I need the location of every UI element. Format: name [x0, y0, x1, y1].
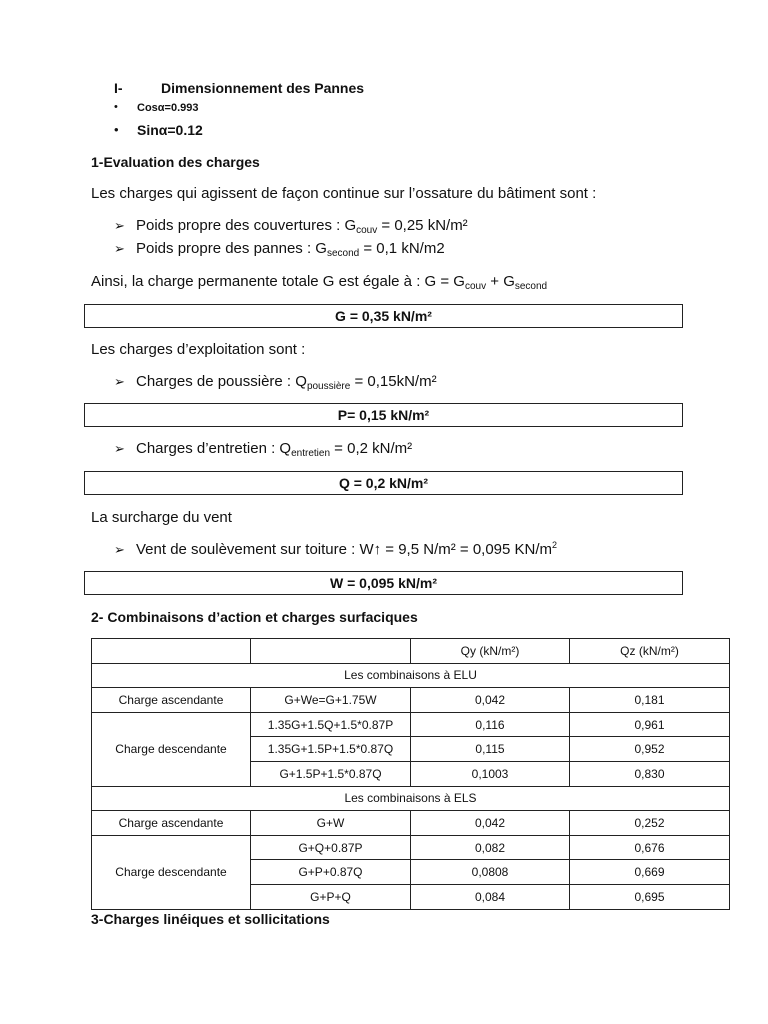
list-item: ➢ Charges de poussière : $Q_{poussière} = 0,15kN/m^2$ — [114, 373, 437, 392]
table-cell — [92, 639, 251, 664]
arrow-bullet-icon: ➢ — [114, 542, 125, 557]
qy-cell: 0,042 — [411, 811, 570, 836]
combo-cell: G+We=G+1.75W — [251, 688, 411, 713]
qz-cell: 0,830 — [570, 761, 730, 786]
arrow-bullet-icon: ➢ — [114, 441, 125, 456]
bullet-sin: Sinα=0.12 — [137, 122, 203, 138]
combo-cell: G+1.5P+1.5*0.87Q — [251, 761, 411, 786]
vent-text: La surcharge du vent — [91, 509, 232, 526]
column-header-qz: Qz (kN/m²) — [570, 639, 730, 664]
result-box-p: P= 0,15 kN/m² — [84, 403, 683, 427]
bullet-cos: Cosα=0.993 — [137, 102, 199, 114]
combo-cell: G+W — [251, 811, 411, 836]
table-header-row — [92, 639, 730, 664]
combo-cell: 1.35G+1.5P+1.5*0.87Q — [251, 737, 411, 762]
section-row-elu — [92, 663, 730, 688]
section-number: I- — [114, 80, 123, 96]
combo-cell: G+Q+0.87P — [251, 835, 411, 860]
combo-cell: G+P+Q — [251, 884, 411, 909]
qy-cell: 0,1003 — [411, 761, 570, 786]
result-box-g: G = 0,35 kN/m² — [84, 304, 683, 328]
qz-cell: 0,952 — [570, 737, 730, 762]
row-label-ascendante: Charge ascendante — [92, 688, 251, 713]
bullet-dot: • — [114, 101, 118, 113]
list-item: ➢ Poids propre des pannes : $G_{second} = 0,1$ kN/m2 — [114, 240, 445, 259]
qy-cell: 0,115 — [411, 737, 570, 762]
row-label-descendante: Charge descendante — [92, 712, 251, 786]
exploit-text: Les charges d’exploitation sont : — [91, 341, 306, 358]
qy-cell: 0,0808 — [411, 860, 570, 885]
qy-cell: 0,116 — [411, 712, 570, 737]
qz-cell: 0,961 — [570, 712, 730, 737]
elu-header: Les combinaisons à ELU — [92, 663, 730, 688]
bullet-dot: • — [114, 122, 119, 137]
arrow-bullet-icon: ➢ — [114, 374, 125, 389]
section-title: Dimensionnement des Pannes — [161, 80, 365, 96]
combo-cell: G+P+0.87Q — [251, 860, 411, 885]
row-label-descendante: Charge descendante — [92, 835, 251, 909]
total-text: Ainsi, la charge permanente totale G est égale à : $G = G_{couv} + G_{second}$ — [91, 273, 548, 292]
list-item: ➢ Vent de soulèvement sur toiture : W↑ = 9,5 N/m² = 0,095 $KN/m^2$ — [114, 540, 558, 558]
intro-text: Les charges qui agissent de façon continue sur l’ossature du bâtiment sont : — [91, 185, 597, 202]
table-row — [92, 688, 730, 713]
table-cell — [251, 639, 411, 664]
subsection-2-title: 2- Combinaisons d’action et charges surfaciques — [91, 609, 418, 625]
arrow-bullet-icon: ➢ — [114, 218, 125, 233]
list-item: ➢ Charges d’entretien : $Q_{entretien} = 0,2$ kN/m² — [114, 440, 413, 459]
table-row — [92, 835, 730, 860]
qy-cell: 0,042 — [411, 688, 570, 713]
els-header: Les combinaisons à ELS — [92, 786, 730, 811]
combinations-table — [91, 638, 730, 910]
qz-cell: 0,252 — [570, 811, 730, 836]
qz-cell: 0,669 — [570, 860, 730, 885]
subsection-1-title: 1-Evaluation des charges — [91, 154, 260, 170]
column-header-qy: Qy (kN/m²) — [411, 639, 570, 664]
subsection-3-title: 3-Charges linéiques et sollicitations — [91, 911, 330, 927]
qy-cell: 0,084 — [411, 884, 570, 909]
combo-cell: 1.35G+1.5Q+1.5*0.87P — [251, 712, 411, 737]
qz-cell: 0,181 — [570, 688, 730, 713]
section-row-els — [92, 786, 730, 811]
result-box-w: W = 0,095 kN/m² — [84, 571, 683, 595]
qy-cell: 0,082 — [411, 835, 570, 860]
row-label-ascendante: Charge ascendante — [92, 811, 251, 836]
arrow-bullet-icon: ➢ — [114, 241, 125, 256]
table-row — [92, 712, 730, 737]
qz-cell: 0,695 — [570, 884, 730, 909]
qz-cell: 0,676 — [570, 835, 730, 860]
list-item: ➢ Poids propre des couvertures : $G_{couv} = 0,25$ kN/m² — [114, 217, 468, 236]
result-box-q: Q = 0,2 kN/m² — [84, 471, 683, 495]
table-row — [92, 811, 730, 836]
